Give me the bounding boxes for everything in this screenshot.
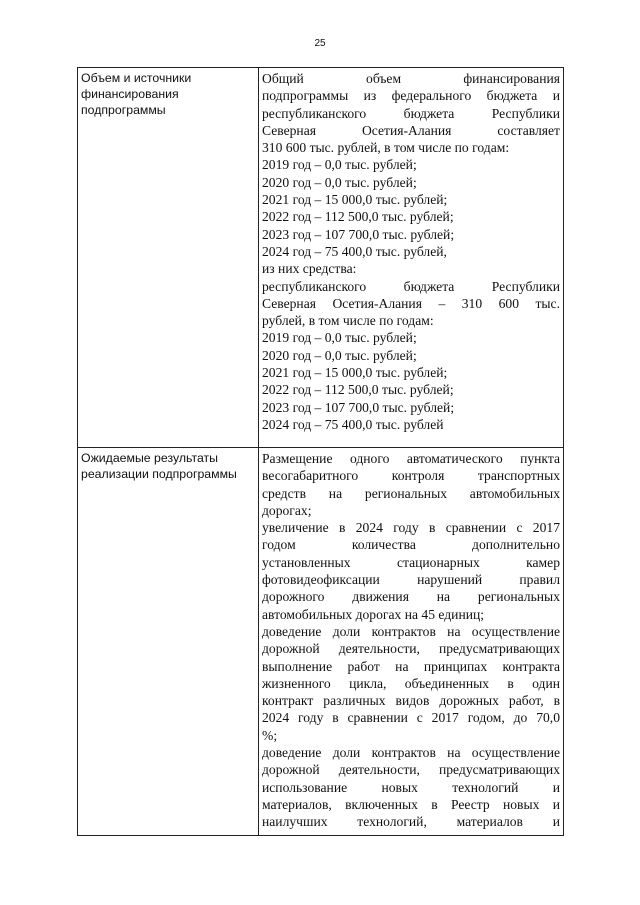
label-line: финансирования [81,87,179,101]
label-line: Ожидаемые результаты [81,451,219,465]
content-line: 2019 год – 0,0 тыс. рублей; [262,330,417,346]
content-line: Северная Осетия-Алания составляет [262,122,560,138]
content-line: 310 600 тыс. рублей, в том числе по годам: [262,140,510,156]
content-line: 2021 год – 15 000,0 тыс. рублей; [262,192,448,208]
content-line: материалов, включенных в Реестр новых и [262,796,560,812]
results-content-cell [259,448,564,836]
content-line: дорожной деятельности, предусматривающих [262,641,560,657]
label-line: Объем и источники [81,71,192,85]
table-row-expected-results [78,448,564,836]
content-line: доведение доли контрактов на осуществление [262,623,560,639]
content-line: фотовидеофиксации нарушений правил [262,572,560,588]
content-line: контракт различных видов дорожных работ, в [262,693,560,709]
content-line: увеличение в 2024 году в сравнении с 2017 [262,520,560,536]
label-line: реализации подпрограммы [81,467,237,481]
financing-label-cell [78,68,259,448]
content-line: 2023 год – 107 700,0 тыс. рублей; [262,226,455,242]
content-line: рублей, в том числе по годам: [262,313,434,329]
content-line: установленных стационарных камер [262,554,560,570]
label-line: подпрограммы [81,103,166,117]
content-line: Северная Осетия-Алания – 310 600 тыс. [262,295,560,311]
content-line: %; [262,727,278,743]
content-line: 2020 год – 0,0 тыс. рублей; [262,174,417,190]
content-line: 2023 год – 107 700,0 тыс. рублей; [262,399,455,415]
content-line: 2022 год – 112 500,0 тыс. рублей; [262,209,454,225]
content-line: из них средства: [262,261,357,277]
content-line: Размещение одного автоматического пункта [262,451,560,466]
content-line: наилучших технологий, материалов и [262,814,560,830]
content-line: 2019 год – 0,0 тыс. рублей; [262,157,417,173]
subprogram-passport-table [77,67,564,836]
content-line: 2024 год – 75 400,0 тыс. рублей, [262,243,447,259]
content-line: 2020 год – 0,0 тыс. рублей; [262,347,417,363]
content-line: дорогах; [262,502,312,518]
content-line: годом количества дополнительно [262,537,560,553]
content-line: 2021 год – 15 000,0 тыс. рублей; [262,365,448,381]
content-line: использование новых технологий и [262,779,560,795]
content-line: доведение доли контрактов на осуществление [262,745,560,761]
content-line: автомобильных дорогах на 45 единиц; [262,606,485,622]
content-line: жизненного цикла, объединенных в один [262,675,560,691]
table-row-financing [78,68,564,448]
results-label-cell [78,448,259,836]
content-line: дорожного движения на региональных [262,589,560,605]
content-line: выполнение работ на принципах контракта [262,658,560,674]
page-number: 25 [314,38,326,49]
content-line: весогабаритного контроля транспортных [262,468,560,484]
content-line: 2024 год – 75 400,0 тыс. рублей [262,416,444,432]
content-line: Общий объем финансирования [262,71,560,86]
content-line: дорожной деятельности, предусматривающих [262,762,560,778]
content-line: республиканского бюджета Республики [262,105,560,121]
content-line: республиканского бюджета Республики [262,278,560,294]
content-line: средств на региональных автомобильных [262,485,560,501]
content-line: подпрограммы из федерального бюджета и [262,88,560,104]
content-line: 2024 году в сравнении с 2017 годом, до 70,0 [262,710,560,726]
content-line: 2022 год – 112 500,0 тыс. рублей; [262,382,454,398]
financing-content-cell [259,68,564,448]
